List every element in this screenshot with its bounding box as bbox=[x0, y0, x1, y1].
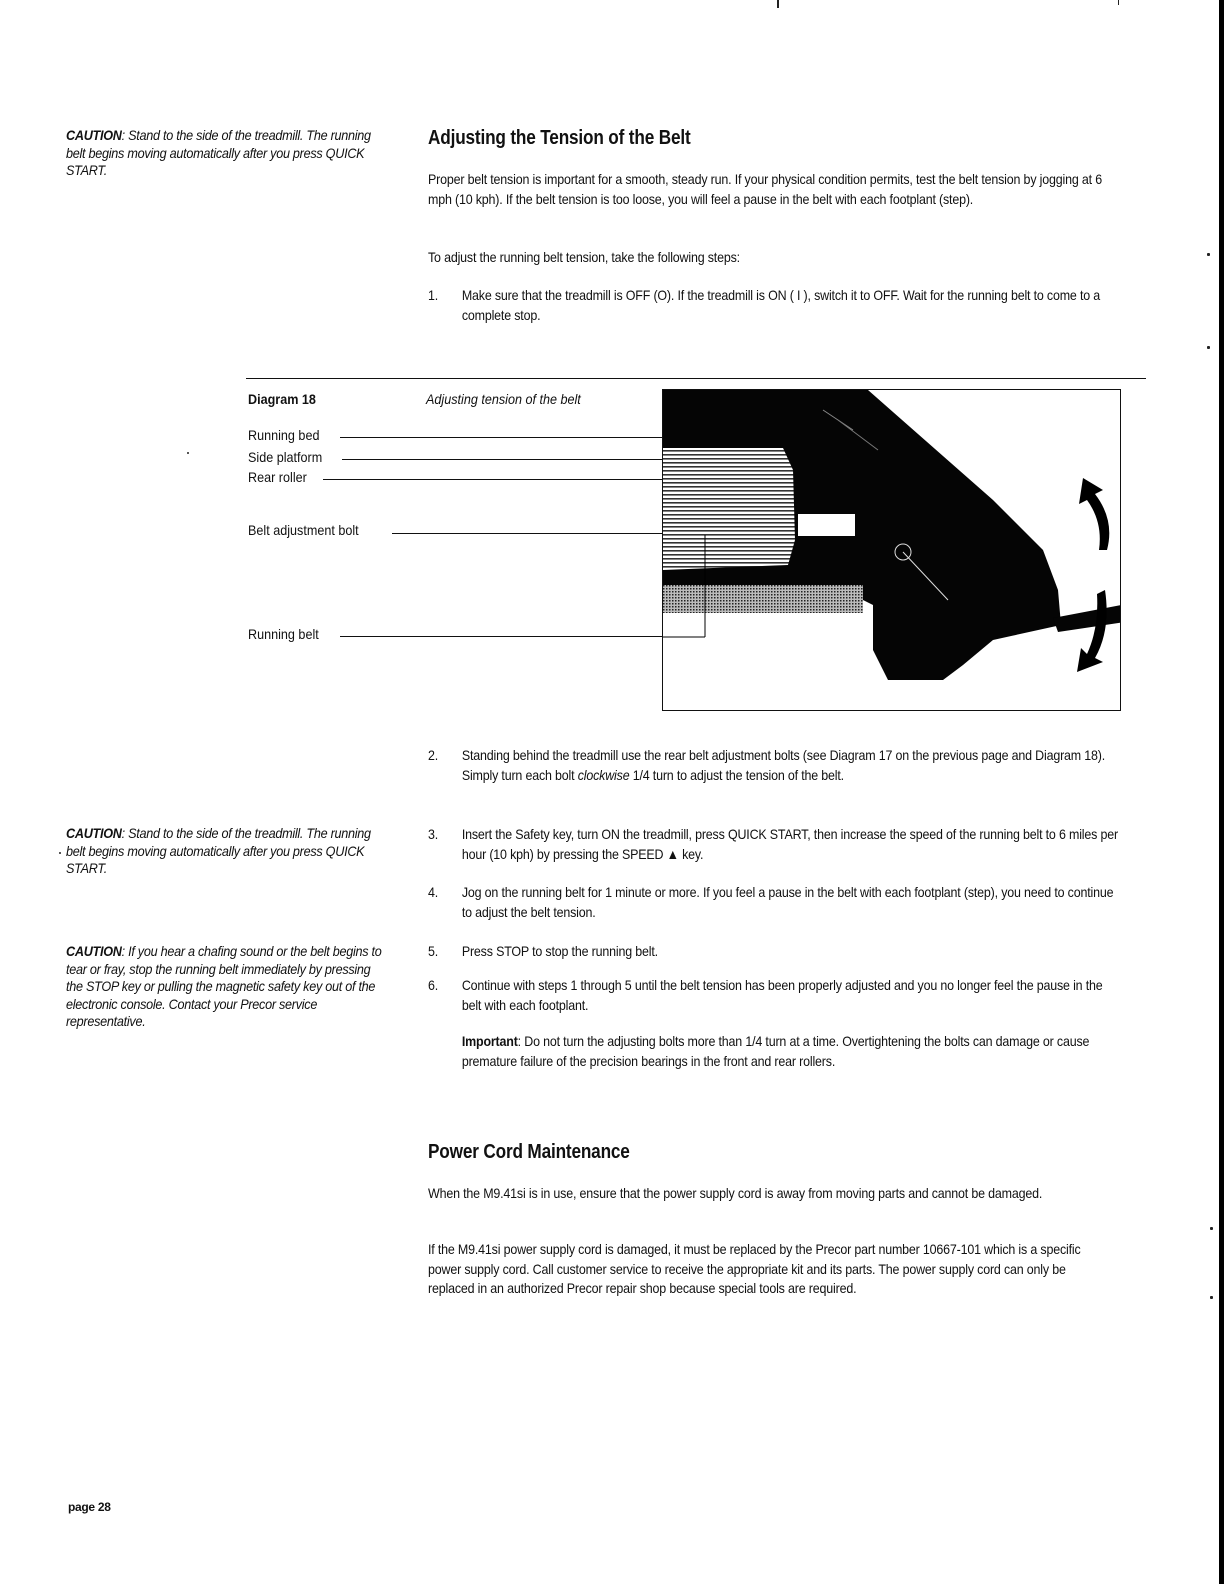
step-text: Jog on the running belt for 1 minute or more. If you feel a pause in the belt with each footplant (step), you need to continue to adjust the belt tension. bbox=[461, 884, 1114, 920]
caution-label: CAUTION bbox=[66, 826, 122, 841]
callout-line bbox=[323, 479, 664, 480]
important-note bbox=[428, 1032, 1122, 1071]
caution-label: CAUTION bbox=[66, 128, 122, 143]
scan-speck bbox=[187, 452, 189, 454]
scan-speck bbox=[1210, 1296, 1213, 1299]
callout-line bbox=[340, 437, 664, 438]
important-label: Important bbox=[461, 1033, 518, 1049]
belt-intro-paragraph: Proper belt tension is important for a smooth, steady run. If your physical condition permits, test the belt tension by jogging at 6 mph (10 kph). If the belt tension is too loose, you will feel a pause in the belt with each footplant (step). bbox=[428, 171, 1102, 207]
step-text-part: Standing behind the treadmill use the rear belt adjustment bolts (see Diagram 17 on the previous page and Diagram 18). Simply turn each bolt bbox=[461, 747, 1106, 783]
important-text bbox=[462, 1032, 1122, 1071]
section-heading-belt-tension: Adjusting the Tension of the Belt bbox=[428, 127, 691, 149]
diagram-rule bbox=[246, 378, 1146, 379]
rotate-arrow-up bbox=[1079, 478, 1109, 550]
important-body: : Do not turn the adjusting bolts more than 1/4 turn at a time. Overtightening the bolts can damage or cause premature failure of the precision bearings in the front and rear rollers. bbox=[461, 1033, 1090, 1069]
step-text: Make sure that the treadmill is OFF (O). If the treadmill is ON ( I ), switch it to OFF. Wait for the running belt to come to a complete stop. bbox=[461, 287, 1101, 323]
scan-mark bbox=[1118, 0, 1119, 5]
steps-intro: To adjust the running belt tension, take the following steps: bbox=[428, 249, 740, 265]
step-number: 4. bbox=[428, 884, 439, 900]
treadmill-rear-illustration bbox=[663, 390, 1121, 711]
step-number: 5. bbox=[428, 943, 439, 959]
diagram-caption: Adjusting tension of the belt bbox=[426, 391, 581, 407]
step-2 bbox=[428, 746, 1122, 785]
callout-line bbox=[342, 459, 664, 460]
step-number: 1. bbox=[428, 287, 439, 303]
callout-running-bed: Running bed bbox=[248, 427, 320, 443]
caution-label: CAUTION bbox=[66, 944, 122, 959]
callout-line bbox=[340, 636, 664, 637]
diagram-title: Diagram 18 bbox=[248, 391, 316, 407]
step-4 bbox=[428, 883, 1122, 922]
step-text: Continue with steps 1 through 5 until the belt tension has been properly adjusted and you no longer feel the pause in the belt with each footplant. bbox=[461, 977, 1103, 1013]
scan-speck bbox=[1207, 346, 1210, 349]
step-text-part: 1/4 turn to adjust the tension of the belt. bbox=[629, 766, 844, 783]
scan-speck bbox=[1210, 1227, 1213, 1230]
step-6 bbox=[428, 976, 1122, 1015]
caution-text: : Stand to the side of the treadmill. The running belt begins moving automatically after you press QUICK START. bbox=[66, 826, 371, 876]
step-text: Insert the Safety key, turn ON the treadmill, press QUICK START, then increase the speed of the running belt to 6 miles per hour (10 kph) by pressing the SPEED ▲ key. bbox=[461, 826, 1118, 862]
caution-note-start bbox=[66, 127, 387, 180]
scan-speck bbox=[59, 852, 61, 854]
step-text bbox=[462, 746, 1122, 785]
roller-shaft bbox=[798, 514, 855, 536]
step-5 bbox=[428, 942, 1122, 962]
callout-line bbox=[392, 533, 664, 534]
step-number: 2. bbox=[428, 747, 439, 763]
rotate-arrow-down bbox=[1077, 590, 1107, 672]
power-cord-paragraph-1: When the M9.41si is in use, ensure that the power supply cord is away from moving parts and cannot be damaged. bbox=[428, 1185, 1043, 1201]
caution-text: : If you hear a chafing sound or the belt begins to tear or fray, stop the running belt immediately by pressing the STOP key or pulling the magnetic safety key out of the electronic console. Contact your Precor service representative. bbox=[66, 944, 382, 1029]
step-number: 3. bbox=[428, 826, 439, 842]
running-belt-edge bbox=[663, 585, 863, 613]
wrench-handle bbox=[1053, 605, 1121, 632]
step-text: Press STOP to stop the running belt. bbox=[461, 943, 658, 959]
rear-roller bbox=[663, 448, 795, 570]
page-number: page 28 bbox=[68, 1500, 111, 1514]
caution-text: : Stand to the side of the treadmill. The running belt begins moving automatically after you press QUICK START. bbox=[66, 128, 371, 178]
scan-mark bbox=[777, 0, 779, 8]
scan-border bbox=[1219, 0, 1224, 1584]
treadmill-rear-photo bbox=[662, 389, 1121, 711]
callout-side-platform: Side platform bbox=[248, 449, 323, 465]
callout-running-belt: Running belt bbox=[248, 626, 319, 642]
callout-belt-adjustment-bolt: Belt adjustment bolt bbox=[248, 522, 359, 538]
power-cord-paragraph-2: If the M9.41si power supply cord is damaged, it must be replaced by the Precor part number 10667-101 which is a specific power supply cord. Call customer service to receive the appropriate kit and its parts. The power supply cord can only be replaced in an authorized Precor repair shop because special tools are required. bbox=[428, 1241, 1081, 1296]
caution-note-start-2 bbox=[66, 825, 387, 878]
step-1 bbox=[428, 286, 1122, 325]
step-text-emphasis: clockwise bbox=[577, 766, 630, 783]
scan-speck bbox=[1207, 253, 1210, 256]
section-heading-power-cord: Power Cord Maintenance bbox=[428, 1141, 630, 1163]
step-3 bbox=[428, 825, 1122, 864]
callout-rear-roller: Rear roller bbox=[248, 469, 307, 485]
step-number: 6. bbox=[428, 977, 439, 993]
caution-note-chafing bbox=[66, 943, 387, 1031]
